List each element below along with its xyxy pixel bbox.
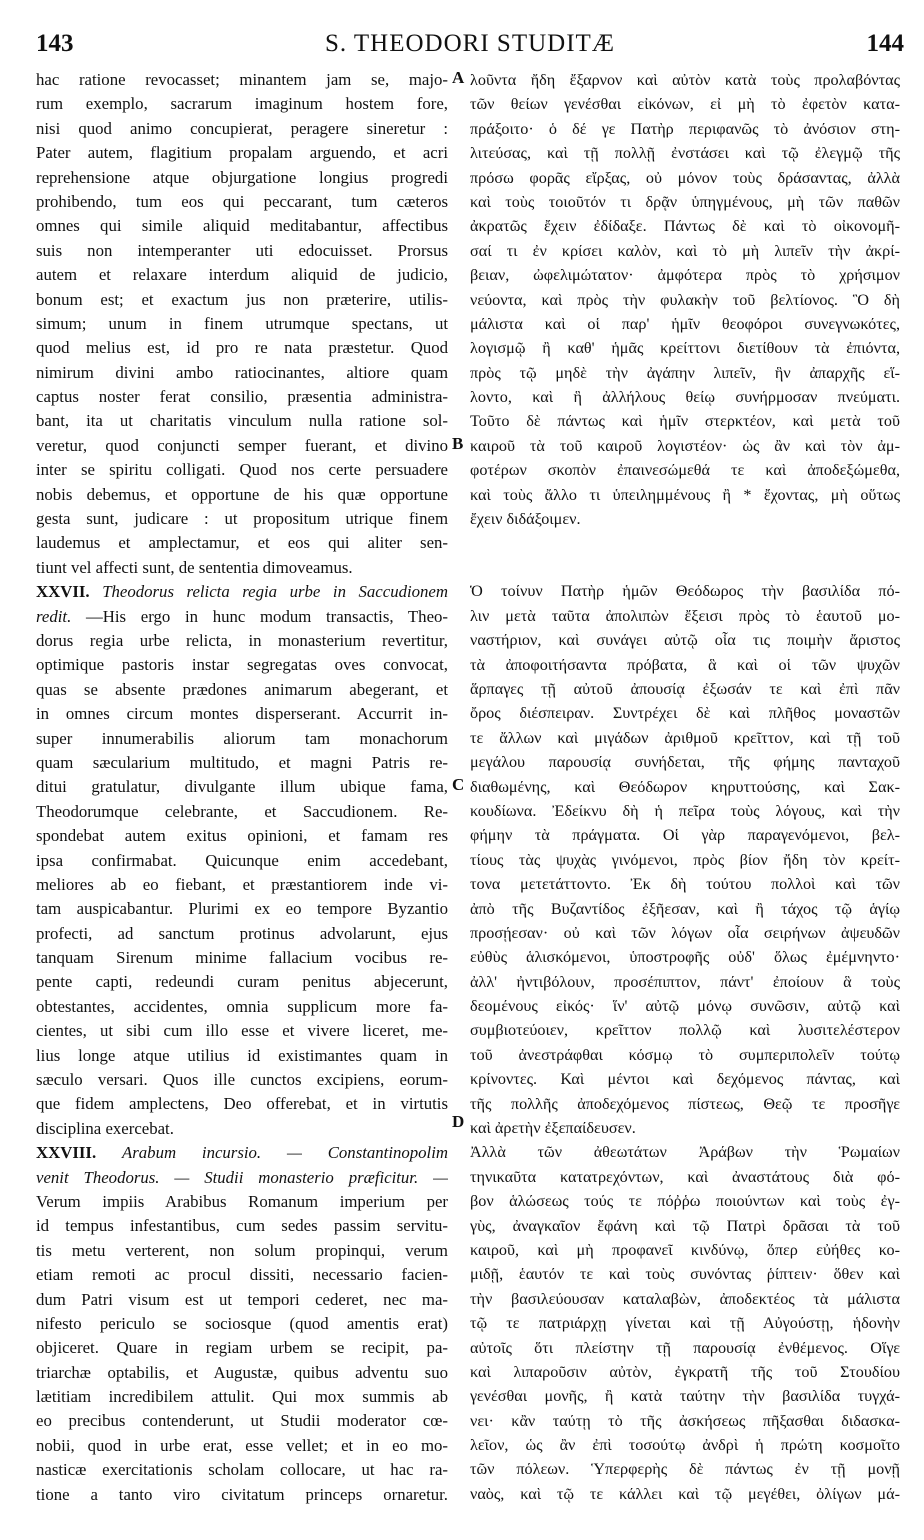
latin-line: suis non intemperanter uti edocuisset. Prorsus (36, 240, 448, 260)
latin-line: spondebat autem exitus opinioni, et famam res (36, 826, 448, 846)
latin-line: pente capti, redeundi curam penitus abjecerunt, (36, 972, 448, 992)
section-27-number: XXVII. (36, 582, 90, 602)
section-27-heading-line (36, 580, 448, 604)
latin-line: nifesto periculo se sociosque (quod amentis erat) (36, 1313, 448, 1333)
greek-line: τὴν βασιλεύουσαν καταλαβὼν, ἀποδεκτέος τὰ μάλιστα (470, 1289, 900, 1308)
latin-line: que fidem amplectens, Deo offerebat, et in virtutis (36, 1094, 448, 1114)
latin-line: tione a tanto viro civitatum princeps ornaretur. (36, 1484, 448, 1504)
greek-line: διαθωμένης, καὶ Θεόδωρον κηρυττούσης, καὶ Σακ- (470, 777, 900, 796)
latin-line: tanquam Sirenum minime fallacium vocibus re- (36, 948, 448, 968)
greek-line: εὐθὺς ἁλισκόμενοι, ὑποστροφῆς οὐδ' ὅλως ἐμέμνηντο· (470, 948, 900, 967)
section-27-first-line (36, 605, 448, 629)
latin-line: rum exemplo, sacrarum imaginum hostem fore, (36, 94, 448, 114)
greek-line: Τοῦτο δὲ πάντως καὶ ἡμῖν στερκτέον, καὶ μετὰ τοῦ (470, 412, 900, 431)
greek-line: λοῦντα ἤδη ἔξαρνον καὶ αὐτὸν κατὰ τοὺς προλαβόντας (470, 71, 900, 89)
greek-line: φοτέρων σκοπὸν ἐπαινεσώμεθά τε καὶ ἀποδεξώμεθα, (470, 461, 900, 480)
latin-line: obtestantes, accidentes, omnia supplicum more fa- (36, 996, 448, 1016)
paragraph-gap (470, 555, 900, 579)
greek-line: μεγάλου παρουσίᾳ συνήδεται, τῆς φήμης πανταχοῦ (470, 753, 900, 772)
latin-line: lætitiam incredibilem attulit. Qui mox summis ab (36, 1387, 448, 1407)
latin-line: eo precibus contenderunt, ut Studii moderator cœ- (36, 1411, 448, 1431)
running-title: S. THEODORI STUDITÆ (324, 30, 616, 57)
latin-line: Verum impiis Arabibus Romanum imperium per (36, 1191, 448, 1211)
greek-line: λεῖον, ὡς ἂν ἐπὶ τοσούτῳ ἀνδρὶ ἡ πρώτη κοσμοῖτο (470, 1436, 900, 1455)
latin-line: nobis debemus, et opportune de his quæ opportune (36, 484, 448, 504)
greek-line: ἔχειν διδάξοιμεν. (470, 510, 581, 529)
greek-line: πρόσω φορᾶς εἴρξας, οὐ μόνον τοὺς δράσαντας, ἀλλὰ (470, 168, 900, 187)
latin-line: lius longe atque utilius id existimantes quam in (36, 1045, 448, 1065)
page-number-right: 144 (866, 30, 904, 57)
latin-line: autem et relaxare interdum aliquid de judicio, (36, 265, 448, 285)
latin-line: quas se absente prædones animarum abegerant, et (36, 679, 448, 699)
greek-line: τονα μετετάττοντο. Ἐκ δὴ τούτου πολλοὶ καὶ τῶν (470, 875, 900, 894)
greek-line: ὄρος διέσπειραν. Συντρέχει δὲ καὶ πλῆθος μοναστῶν (470, 704, 900, 723)
latin-line: Theodorumque celebrante, et Saccudionem. Re- (36, 801, 448, 821)
latin-line: meliores ab eo fiebant, et præstantiorem inde vi- (36, 874, 448, 894)
latin-line: veretur, quod conjuncti semper fuerant, et divino (36, 435, 448, 455)
greek-line: τῆς πολλῆς ἀποδεχόμενος πίστεως, Θεῷ τε προσῆγε (470, 1094, 900, 1113)
greek-line: τηνικαῦτα κατατρεχόντων, καὶ ἀναστάτους διὰ φό- (470, 1167, 900, 1186)
greek-line: δεομένους εἰκός· ἵν' αὐτῷ μόνῳ συνῶσιν, αὐτῷ καὶ (470, 997, 900, 1016)
greek-line: πράξοιτο· ὁ δέ γε Πατὴρ περιφανῶς τὸ ἀνόσιον στη- (470, 119, 900, 138)
greek-line: ναὸς, καὶ τῷ τε κάλλει καὶ τῷ μεγέθει, ὀλίγων μά- (470, 1484, 900, 1503)
latin-line: objiceret. Quare in regiam urbem se recipit, pa- (36, 1338, 448, 1358)
latin-line: etiam remoti ac procul dissiti, necessario facien- (36, 1265, 448, 1285)
latin-line: optimique pastoris instar segregatas oves convocat, (36, 655, 448, 675)
greek-line: καὶ τοὺς ἄλλο τι ὑπειλημμένους ἢ * ἔχοντας, μὴ οὕτως (470, 485, 900, 504)
latin-line: reprehensione atque objurgatione longius progredi (36, 167, 448, 187)
latin-line: Pater autem, flagitium propalam arguendo, et acri (36, 143, 448, 163)
latin-line: dum Patri visum est ut tempori cederet, nec ma- (36, 1289, 448, 1309)
greek-line: λογισμῷ ἢ καθ' ἡμᾶς κρείττονι διετίθουν τὰ ἐπιόντα, (470, 339, 900, 358)
greek-line: ἀλλ' ἠντιβόλουν, προσέπιπτον, πάντ' ἐποίουν ἃ τοὺς (470, 972, 900, 991)
latin-line: dorus regia urbe relicta, in monasterium revertitur, (36, 630, 448, 650)
greek-line: βειαν, ὠφελιμώτατον· ἀμφότερα πρὸς τὸ χρήσιμον (470, 266, 900, 285)
greek-line: σαί τι ἐν κρίσει καλὸν, καὶ τὸ μὴ λιπεῖν τὴν ἀκρί- (470, 241, 900, 260)
section-27-text-start: —His ergo in hunc modum transactis, Theo- (71, 606, 448, 626)
section-27-title-end: redit. (36, 606, 72, 626)
section-28-heading-line (36, 1141, 448, 1165)
greek-line: τε ἄλλων καὶ μιγάδων ἀριθμοῦ κρεῖττον, καὶ τῇ τοῦ (470, 728, 900, 747)
greek-line: τῷ τε πατριάρχῃ γίνεται καὶ τῇ Αὐγούστῃ, ἡδονὴν (470, 1314, 900, 1333)
margin-letter-a: A (452, 68, 465, 87)
greek-line: νεύοντα, καὶ πρὸς τὴν φυλακὴν τοῦ βελτίονος. Ὃ δὴ (470, 290, 900, 309)
greek-line: Ἀλλὰ τῶν ἀθεωτάτων Ἀράβων τὴν Ῥωμαίων (470, 1143, 900, 1162)
greek-line: πρὸς τῷ μηδὲ τὴν ἀγάπην λιπεῖν, ἣν ἀπαρχῆς εἵ- (470, 363, 900, 382)
latin-line: omnes qui simile aliquid meditabantur, affectibus (36, 216, 448, 236)
greek-line: γενέσθαι μονῆς, ἢ κατὰ ταύτην τὴν βασιλίδα τυγχά- (470, 1387, 900, 1406)
latin-line: id tempus infestantibus, cum sedes passim servitu- (36, 1216, 448, 1236)
greek-line: καιροῦ τὰ τοῦ καιροῦ λογιστέον· ὡς ἂν καὶ τὸν ἀμ- (470, 436, 900, 455)
latin-line: super innumerabilis aliorum tam monachorum (36, 728, 448, 748)
margin-letter-b: B (452, 434, 464, 453)
latin-line: triarchæ optabilis, et Augustæ, quibus adventu suo (36, 1362, 448, 1382)
greek-line: φήμην τὰ πράγματα. Οἱ γὰρ παραγενόμενοι, βελ- (470, 826, 900, 845)
latin-line: profecti, ad sanctum protinus advolarunt, ejus (36, 923, 448, 943)
greek-line: ναστήριον, καὶ συνάγει αὐτῷ οἷα τις ποιμὴν ἄριστος (470, 631, 900, 650)
greek-line: ἅρπαγες τῇ αὐτοῦ ἀπουσίᾳ ἐξωσάν τε καὶ ἐπὶ πᾶν (470, 679, 900, 698)
latin-line: quod melius est, id pro re nata præstetur. Quod (36, 338, 448, 358)
latin-line: captus noster ferat consilio, præsentia administra- (36, 387, 448, 407)
greek-line: καὶ λιπαροῦσιν αὐτὸν, ἐγκρατῆ τῆς τοῦ Στουδίου (470, 1362, 900, 1381)
greek-line: τῶν θείων γενέσθαι εἰκόνων, εἰ μὴ τὸ ἐφετὸν κατα- (470, 95, 900, 114)
greek-line: ἀπὸ τῆς Βυζαντίδος ἐξῆεσαν, καὶ ἢ τάχος τῷ ἁγίῳ (470, 899, 900, 918)
section-27-title: Theodorus relicta regia urbe in Saccudionem (102, 582, 448, 602)
latin-line: quam sæcularium multitudo, et magni Patris re- (36, 752, 448, 772)
margin-letter-c: C (452, 775, 465, 794)
greek-line: τὰ ἀποφοιτήσαντα πρόβατα, ἃ καὶ οἱ τῶν ψυχῶν (470, 655, 900, 674)
greek-line: αὐτοῖς ὅτι πλείστην τῇ παρουσίᾳ ἐνθέμενος. Οἵγε (470, 1338, 900, 1357)
greek-line: λιτεύσας, καὶ τῇ πολλῇ ἐνστάσει καὶ τῷ ἐλεγμῷ τῆς (470, 144, 900, 163)
section-28-title: Arabum incursio. — Constantinopolim (122, 1143, 448, 1163)
section-28-number: XXVIII. (36, 1143, 97, 1163)
greek-line: μάλιστα καὶ οἱ παρ' ἡμῖν θεοφόροι συνεγνωκότες, (470, 314, 900, 333)
greek-line: νει· κἂν ταύτῃ τὸ τῆς ἀσκήσεως πῆξασθαι διδασκα- (470, 1411, 900, 1430)
greek-line: γὺς, ἀναγκαῖον ἔφάνη καὶ τῷ Πατρὶ δρᾶσαι τὰ τοῦ (470, 1216, 900, 1235)
greek-line: καὶ ἀρετὴν ἐξεπαίδευσεν. (470, 1119, 636, 1138)
latin-column (36, 68, 448, 1507)
latin-line: sæculo versari. Quos ille cunctos excipiens, eorum- (36, 1070, 448, 1090)
greek-line: τῶν πόλεων. Ὑπερφερὴς δὲ πάντως ἐν τῇ μονῇ (470, 1460, 900, 1479)
latin-line: bonum est; et exactum jus non præterire, utilis- (36, 289, 448, 309)
greek-line: λιν μετὰ ταῦτα ἀπολιπὼν ἔξεισι πρὸς τὸ ἑαυτοῦ μο- (470, 606, 900, 625)
greek-line: τίους τὰς ψυχὰς γινόμενοι, πρὸς βίον ἤδη τὸν κρείτ- (470, 850, 900, 869)
latin-line: inter se spiritu colligati. Quod nos certe persuadere (36, 460, 448, 480)
page-number-left: 143 (36, 30, 74, 57)
latin-line: tam auspicabantur. Plurimi ex eo tempore Byzantio (36, 899, 448, 919)
greek-line: μιδῇ, ἑαυτόν τε καὶ τοὺς συνόντας ῥίπτειν· ὅθεν καὶ (470, 1265, 900, 1284)
greek-line: βον ἁλώσεως τούς τε πόῤῥω ποιούντων καὶ τοὺς ἐγ- (470, 1192, 900, 1211)
greek-line: προσῄεσαν· οὐ καὶ τῶν λόγων οἷα σειρήνων ἀψευδῶν (470, 923, 900, 942)
greek-line: κουδίωνα. Ἐδείκνυ δὴ ἡ πεῖρα τοὺς λόγους, καὶ τὴν (470, 801, 900, 820)
greek-line: καὶ τοὺς τοιοῦτόν τι δρᾷν ὑπηγμένους, μὴ τῶν παθῶν (470, 192, 900, 211)
latin-line: ditui gratulatur, divulgante illum ubique fama, (36, 777, 448, 797)
latin-line: laudemus et amplectamur, et eos qui aliter sen- (36, 533, 448, 553)
latin-line: ipsa confirmabat. Quicunque enim accedebant, (36, 850, 448, 870)
greek-line: καιροῦ, καὶ μὴ προφανεῖ κινδύνῳ, ὅπερ εὐήθες κο- (470, 1240, 900, 1259)
greek-line: τοῦ ἀνεστράφθαι κόσμῳ τὸ συμπεριπολεῖν τούτῳ (470, 1045, 900, 1064)
greek-line: λοντο, καὶ ἣ ἀλλήλους θείῳ συνήρμοσαν πνεύματι. (470, 388, 900, 407)
latin-line: nobii, quod in urbe erat, esse vellet; et in eo mo- (36, 1435, 448, 1455)
greek-line: κρίνοντες. Καὶ μέντοι καὶ δεχόμενος πάντας, καὶ (470, 1070, 900, 1089)
latin-line: disciplina exercebat. (36, 1118, 174, 1138)
running-header (36, 30, 904, 62)
latin-line: hac ratione revocasset; minantem jam se, majo- (36, 70, 448, 89)
latin-line: gesta sunt, judicare : ut propositum utrique finem (36, 509, 448, 529)
section-28-title-line-2: venit Theodorus. — Studii monasterio præficitur. — (36, 1167, 448, 1187)
latin-line: tiunt vel affecti sunt, de sententia dimoveamus. (36, 557, 353, 577)
latin-line: nasticæ exercitationis scholam collocare, ut hac ra- (36, 1460, 448, 1480)
latin-line: in omnes circum montes disperserant. Accurrit in- (36, 704, 448, 724)
latin-line: nisi quod animo concupierat, peragere sineretur : (36, 118, 448, 138)
greek-line: Ὁ τοίνυν Πατὴρ ἡμῶν Θεόδωρος τὴν βασιλίδα πό- (470, 582, 900, 601)
paragraph-gap (470, 531, 900, 555)
latin-line: prohibendo, tum eos qui peccarant, tum cæteros (36, 191, 448, 211)
margin-letter-d: D (452, 1112, 465, 1131)
latin-line: simum; unum in finem utrumque spectans, ut (36, 313, 448, 333)
latin-line: tis metu verterent, non solum propinqui, verum (36, 1240, 448, 1260)
latin-line: bant, ita ut charitatis vinculum nulla ratione sol- (36, 411, 448, 431)
latin-line: cientes, ut sibi cum illo esse et vivere liceret, me- (36, 1021, 448, 1041)
greek-line: ἀκρατῶς ἔχειν ἐδίδαξε. Πάντως δὲ καὶ τὸ οἰκονομῆ- (470, 217, 900, 236)
greek-line: συμβιοτεύοιεν, κρεῖττον πολλῷ καὶ λυσιτελέστερον (470, 1021, 900, 1040)
latin-line: nimirum divini ambo ratiocinantes, altiore quam (36, 362, 448, 382)
greek-column (470, 68, 900, 1506)
